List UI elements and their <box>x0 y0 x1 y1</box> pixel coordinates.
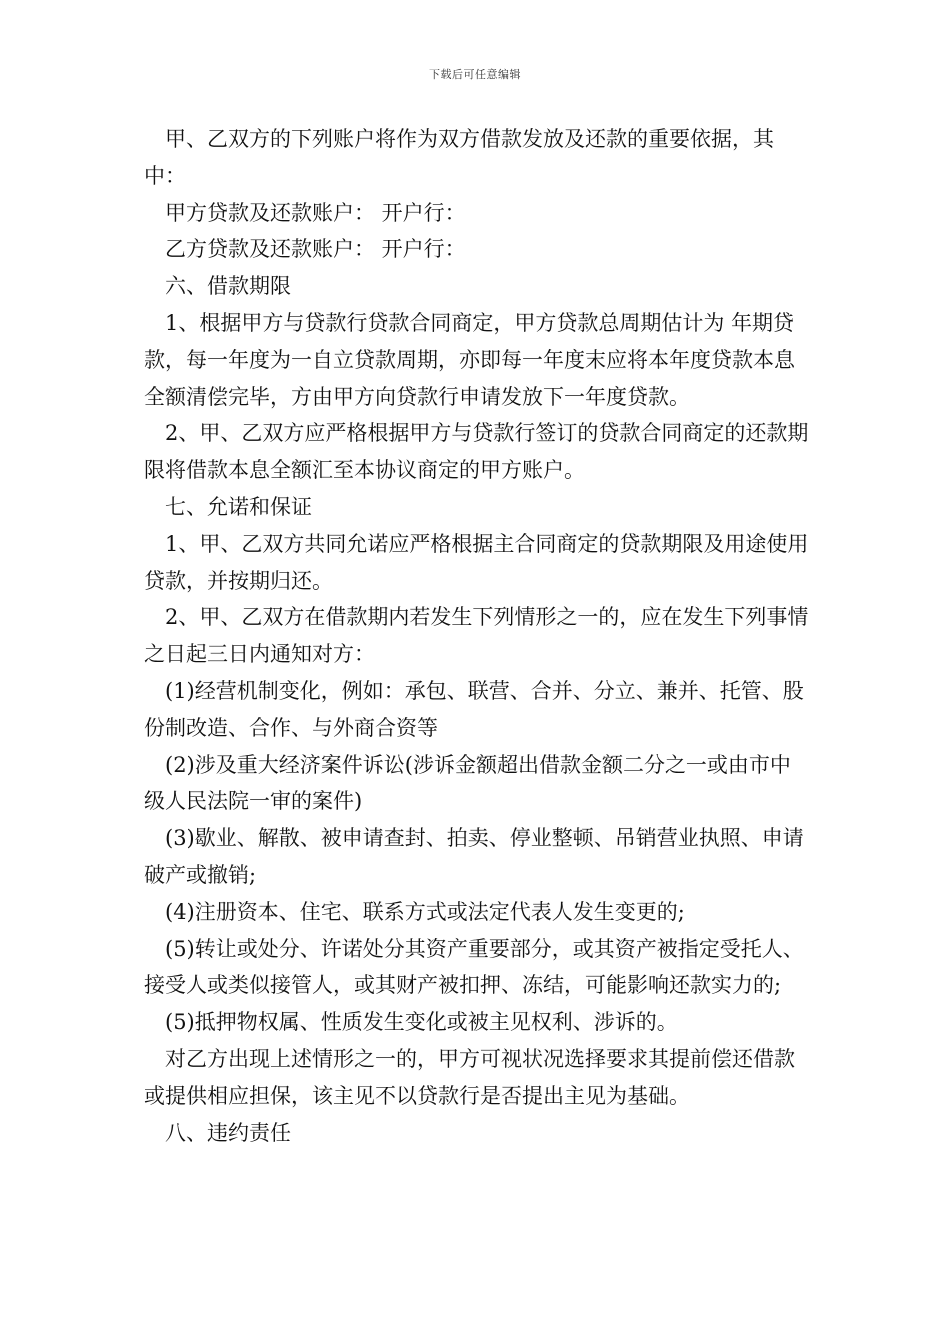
document-body <box>144 121 810 1151</box>
paragraph-loan-term-2: 2、甲、乙双方应严格根据甲方与贷款行签订的贷款合同商定的还款期限将借款本息全额汇至本协议商定的甲方账户。 <box>144 421 809 483</box>
section-heading-liability: 八、违约责任 <box>165 1120 291 1145</box>
list-item-3: (3)歇业、解散、被申请查封、拍卖、停业整顿、吊销营业执照、申请破产或撤销; <box>144 826 804 887</box>
paragraph-accounts-intro: 甲、乙双方的下列账户将作为双方借款发放及还款的重要依据，其中： <box>144 127 774 188</box>
page-header: 下载后可任意编辑 <box>429 68 521 81</box>
paragraph-party-a-rights: 对乙方出现上述情形之一的，甲方可视状况选择要求其提前偿还借款或提供相应担保，该主见不以贷款行是否提出主见为基础。 <box>144 1046 795 1108</box>
paragraph-party-a-account: 甲方贷款及还款账户： 开户行： <box>165 200 466 225</box>
section-heading-commitments: 七、允诺和保证 <box>165 494 312 519</box>
list-item-4: (4)注册资本、住宅、联系方式或法定代表人发生变更的; <box>165 899 685 924</box>
paragraph-loan-term-1: 1、根据甲方与贷款行贷款合同商定，甲方贷款总周期估计为 年期贷款，每一年度为一自立贷款周期，亦即每一年度末应将本年度贷款本息全额清偿完毕，方由甲方向贷款行申请发放下一年度贷款。 <box>144 310 795 409</box>
paragraph-commitment-1: 1、甲、乙双方共同允诺应严格根据主合同商定的贷款期限及用途使用贷款，并按期归还。 <box>144 531 809 593</box>
list-item-2: (2)涉及重大经济案件诉讼(涉诉金额超出借款金额二分之一或由市中级人民法院一审的案件) <box>144 752 791 814</box>
paragraph-commitment-2: 2、甲、乙双方在借款期内若发生下列情形之一的，应在发生下列事情之日起三日内通知对方： <box>144 605 809 667</box>
list-item-5b: (5)抵押物权属、性质发生变化或被主见权利、涉诉的。 <box>165 1010 678 1035</box>
list-item-1: (1)经营机制变化，例如：承包、联营、合并、分立、兼并、托管、股份制改造、合作、与外商合资等 <box>144 678 804 740</box>
list-item-5a: (5)转让或处分、许诺处分其资产重要部分，或其资产被指定受托人、接受人或类似接管人，或其财产被扣押、冻结，可能影响还款实力的; <box>144 936 804 998</box>
paragraph-party-b-account: 乙方贷款及还款账户： 开户行： <box>165 237 466 262</box>
section-heading-loan-term: 六、借款期限 <box>165 274 291 299</box>
